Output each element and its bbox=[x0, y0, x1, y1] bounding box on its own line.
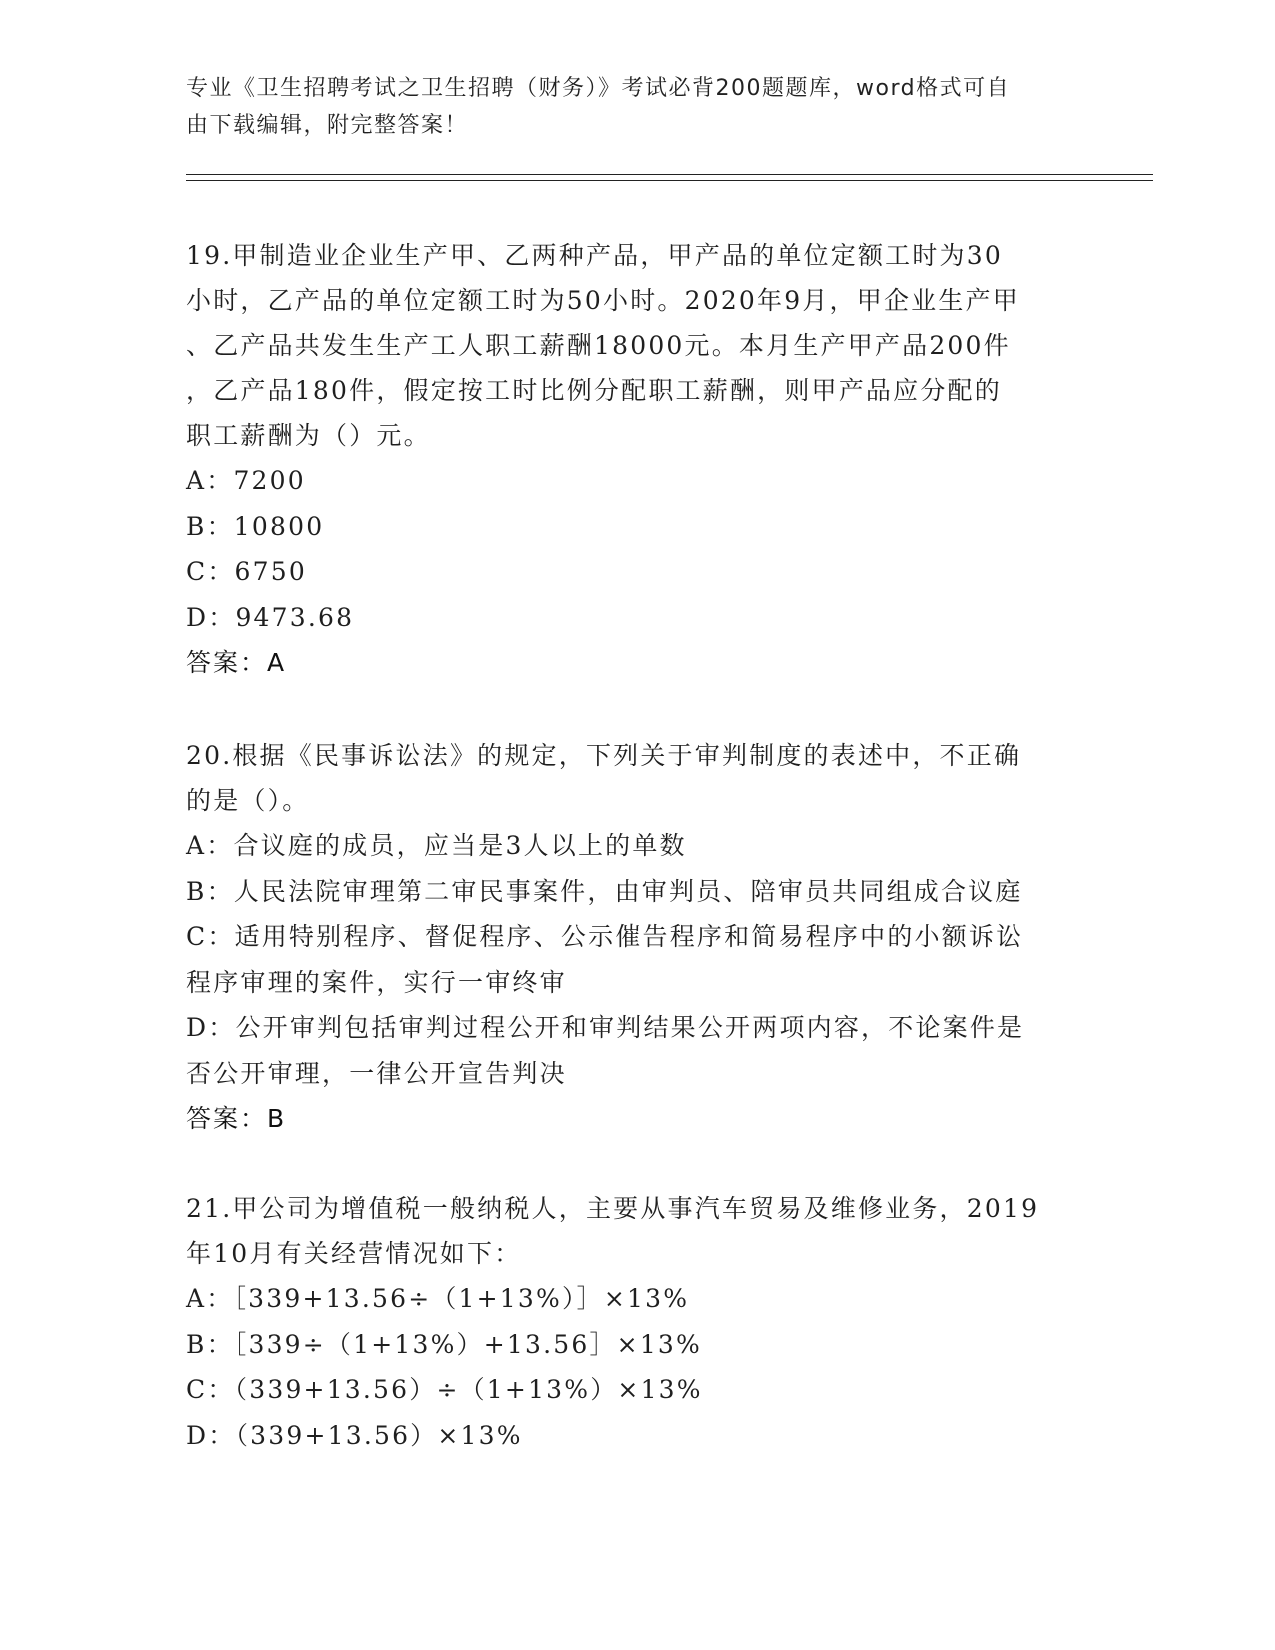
option-a: A：7200 bbox=[186, 466, 306, 495]
question-text-line: 、乙产品共发生生产工人职工薪酬18000元。本月生产甲产品200件 bbox=[186, 331, 1011, 360]
question-19 bbox=[186, 233, 1076, 685]
question-text-line: 20.根据《民事诉讼法》的规定，下列关于审判制度的表述中，不正确 bbox=[186, 741, 1022, 770]
question-text-line: 年10月有关经营情况如下： bbox=[186, 1239, 522, 1268]
header-line: 由下载编辑，附完整答案！ bbox=[186, 113, 469, 138]
option-a: A：合议庭的成员，应当是3人以上的单数 bbox=[186, 831, 687, 860]
question-20 bbox=[186, 733, 1076, 1141]
question-21 bbox=[186, 1186, 1076, 1458]
document-header bbox=[186, 70, 1066, 144]
option-a: A：［339+13.56÷（1+13%）］×13% bbox=[186, 1284, 690, 1313]
option-d: D：公开审判包括审判过程公开和审判结果公开两项内容，不论案件是 bbox=[186, 1013, 1025, 1042]
question-text-line: 小时，乙产品的单位定额工时为50小时。2020年9月，甲企业生产甲 bbox=[186, 286, 1020, 315]
option-d-continued: 否公开审理，一律公开宣告判决 bbox=[186, 1058, 567, 1088]
answer-label: 答案：A bbox=[186, 648, 287, 677]
header-divider bbox=[186, 180, 1153, 181]
question-text-line: 21.甲公司为增值税一般纳税人，主要从事汽车贸易及维修业务，2019 bbox=[186, 1194, 1040, 1223]
option-c: C：适用特别程序、督促程序、公示催告程序和简易程序中的小额诉讼 bbox=[186, 922, 1024, 951]
option-b: B：10800 bbox=[186, 511, 325, 541]
header-divider bbox=[186, 174, 1153, 175]
option-c: C：6750 bbox=[186, 557, 307, 586]
question-text-line: 职工薪酬为（）元。 bbox=[186, 421, 431, 450]
option-d: D：（339+13.56）×13% bbox=[186, 1420, 523, 1450]
question-text-line: 的是（）。 bbox=[186, 786, 310, 815]
option-b: B：［339÷（1+13%）+13.56］×13% bbox=[186, 1329, 702, 1359]
question-text-line: ，乙产品180件，假定按工时比例分配职工薪酬，则甲产品应分配的 bbox=[186, 376, 1002, 405]
option-d: D：9473.68 bbox=[186, 602, 355, 632]
header-line: 专业《卫生招聘考试之卫生招聘（财务）》考试必背200题题库，word格式可自 bbox=[186, 76, 1011, 101]
option-c-continued: 程序审理的案件，实行一审终审 bbox=[186, 967, 567, 997]
question-text-line: 19.甲制造业企业生产甲、乙两种产品，甲产品的单位定额工时为30 bbox=[186, 241, 1003, 270]
option-b: B：人民法院审理第二审民事案件，由审判员、陪审员共同组成合议庭 bbox=[186, 876, 1023, 906]
answer-label: 答案：B bbox=[186, 1104, 287, 1133]
option-c: C：（339+13.56）÷（1+13%）×13% bbox=[186, 1375, 703, 1404]
